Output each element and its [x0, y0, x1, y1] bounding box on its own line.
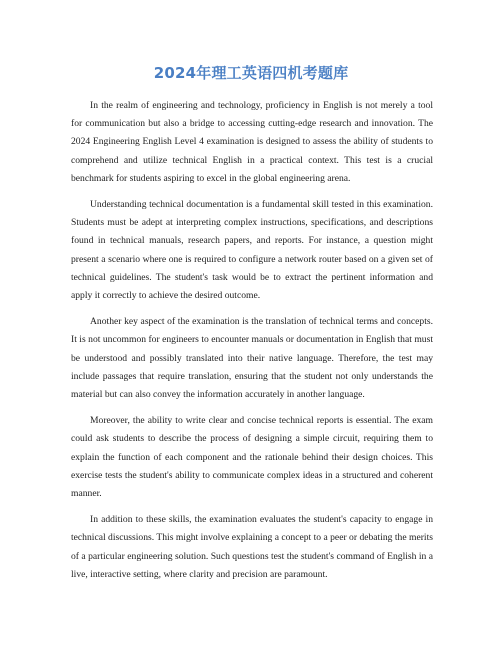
paragraph: Moreover, the ability to write clear and concise technical reports is essential. The exam could ask students to describe the process of designing a simple circuit, requiring them to explain the function of each component and the rationale behind their design choices. This exercise tests the student's ability to communicate complex ideas in a structured and coherent manner. — [71, 415, 433, 500]
paragraph: Understanding technical documentation is a fundamental skill tested in this examination. Students must be adept at interpreting complex instructions, specifications, and descriptions found in technical manuals, research papers, and reports. For instance, a question might present a scenario where one is required to configure a network router based on a given set of technical guidelines. The student's task would be to extract the pertinent information and apply it correctly to achieve the desired outcome. — [71, 199, 433, 302]
paragraph: Another key aspect of the examination is the translation of technical terms and concepts. It is not uncommon for engineers to encounter manuals or documentation in English that must be understood and possibly translated into their native language. Therefore, the test may include passages that require translation, ensuring that the student not only understands the material but can also convey the information accurately in another language. — [71, 316, 433, 401]
paragraph: In addition to these skills, the examination evaluates the student's capacity to engage in technical discussions. This might involve explaining a concept to a peer or debating the merits of a particular engineering solution. Such questions test the student's command of English in a live, interactive setting, where clarity and precision are paramount. — [71, 514, 433, 580]
paragraph: In the realm of engineering and technology, proficiency in English is not merely a tool for communication but also a bridge to accessing cutting-edge research and innovation. The 2024 Engineering English Level 4 examination is designed to assess the ability of students to comprehend and utilize technical English in a practical context. This test is a crucial benchmark for students aspiring to excel in the global engineering arena. — [71, 100, 433, 184]
document-title: 2024年理工英语四机考题库 — [153, 64, 349, 82]
document-body — [71, 97, 433, 592]
